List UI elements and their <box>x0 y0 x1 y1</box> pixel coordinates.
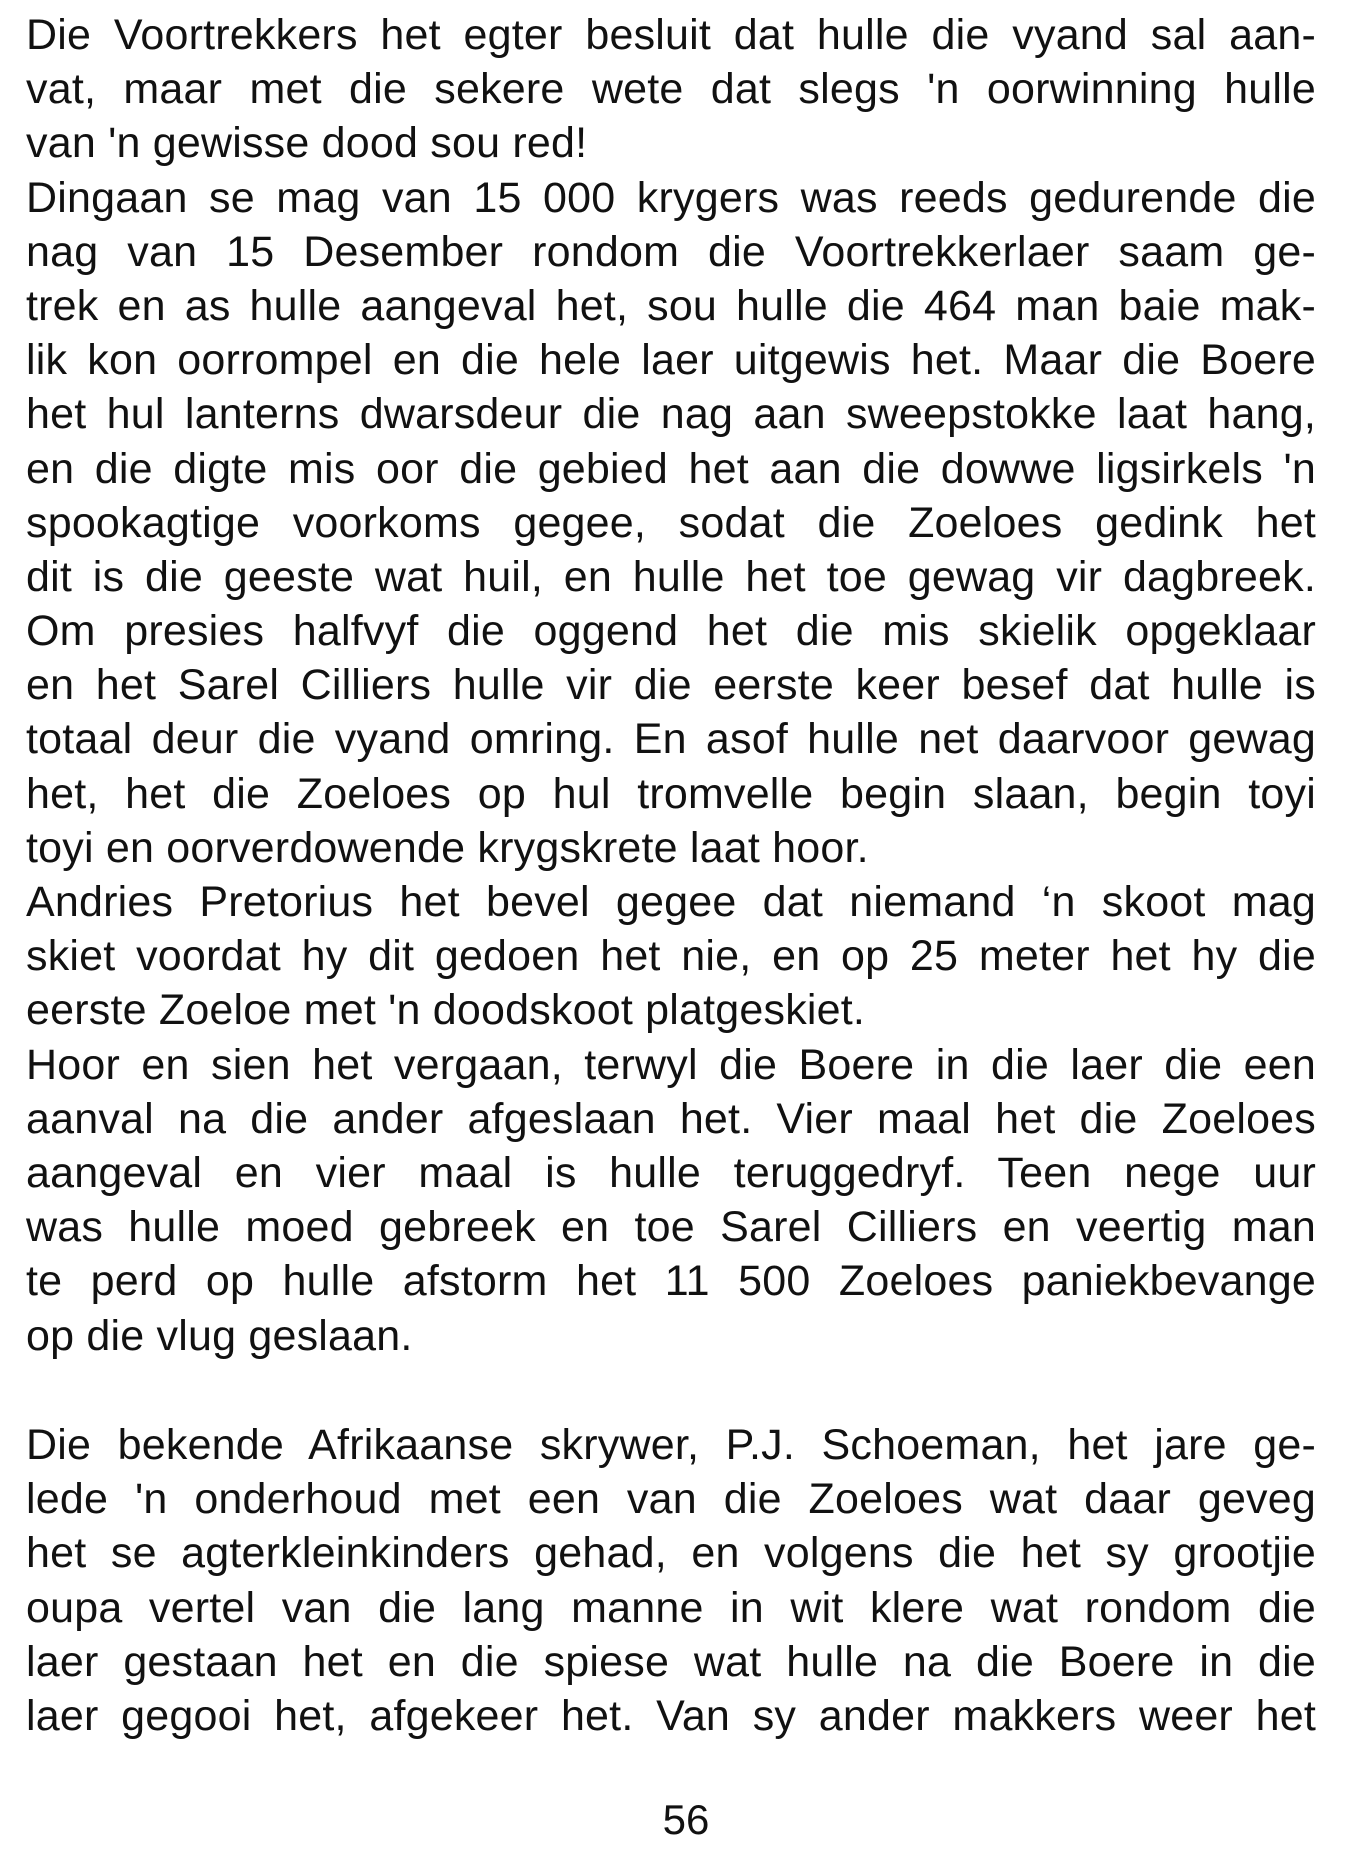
text-line: aanval na die ander afgeslaan het. Vier maal het die Zoeloes <box>26 1094 1316 1143</box>
text-line: eerste Zoeloe met 'n doodskoot platgeskiet. <box>26 986 866 1035</box>
text-line: skiet voordat hy dit gedoen het nie, en op 25 meter het hy die <box>26 932 1316 981</box>
body-text-top <box>26 8 1316 1363</box>
text-line: lede 'n onderhoud met een van die Zoeloes wat daar geveg <box>26 1475 1316 1524</box>
text-line: Die bekende Afrikaanse skrywer, P.J. Schoeman, het jare ge- <box>26 1421 1316 1469</box>
text-line: dit is die geeste wat huil, en hulle het toe gewag vir dagbreek. <box>26 552 1316 601</box>
text-line: het hul lanterns dwarsdeur die nag aan sweepstokke laat hang, <box>26 390 1316 439</box>
text-line: van 'n gewisse dood sou red! <box>26 119 588 168</box>
text-line: op die vlug geslaan. <box>26 1311 413 1360</box>
text-line: totaal deur die vyand omring. En asof hulle net daarvoor gewag <box>26 715 1316 764</box>
text-line: trek en as hulle aangeval het, sou hulle die 464 man baie mak- <box>26 281 1316 330</box>
text-line: aangeval en vier maal is hulle teruggedryf. Teen nege uur <box>26 1148 1316 1197</box>
text-line: toyi en oorverdowende krygskrete laat hoor. <box>26 823 869 872</box>
text-line: nag van 15 Desember rondom die Voortrekkerlaer saam ge- <box>26 227 1316 276</box>
text-line: en het Sarel Cilliers hulle vir die eerste keer besef dat hulle is <box>26 661 1316 710</box>
text-line: en die digte mis oor die gebied het aan die dowwe ligsirkels 'n <box>26 444 1316 493</box>
text-line: laer gegooi het, afgekeer het. Van sy ander makkers weer het <box>26 1691 1316 1740</box>
text-line: vat, maar met die sekere wete dat slegs 'n oorwinning hulle <box>26 65 1316 114</box>
text-line: het, het die Zoeloes op hul tromvelle begin slaan, begin toyi <box>26 769 1316 818</box>
body-text-bottom <box>26 1418 1316 1743</box>
text-line: Dingaan se mag van 15 000 krygers was reeds gedurende die <box>26 173 1316 222</box>
text-line: het se agterkleinkinders gehad, en volgens die het sy grootjie <box>26 1529 1316 1578</box>
text-line: Die Voortrekkers het egter besluit dat hulle die vyand sal aan- <box>26 11 1316 59</box>
text-line: Om presies halfvyf die oggend het die mis skielik opgeklaar <box>26 607 1316 656</box>
text-line: laer gestaan het en die spiese wat hulle na die Boere in die <box>26 1637 1316 1686</box>
text-line: lik kon oorrompel en die hele laer uitgewis het. Maar die Boere <box>26 336 1316 385</box>
text-line: te perd op hulle afstorm het 11 500 Zoeloes paniekbevange <box>26 1257 1316 1306</box>
text-line: Hoor en sien het vergaan, terwyl die Boere in die laer die een <box>26 1040 1316 1089</box>
text-line: spookagtige voorkoms gegee, sodat die Zoeloes gedink het <box>26 498 1316 547</box>
text-line: was hulle moed gebreek en toe Sarel Cilliers en veertig man <box>26 1203 1316 1252</box>
text-line: Andries Pretorius het bevel gegee dat niemand ‘n skoot mag <box>26 878 1316 926</box>
page-number: 56 <box>662 1796 710 1843</box>
text-line: oupa vertel van die lang manne in wit klere wat rondom die <box>26 1583 1316 1632</box>
